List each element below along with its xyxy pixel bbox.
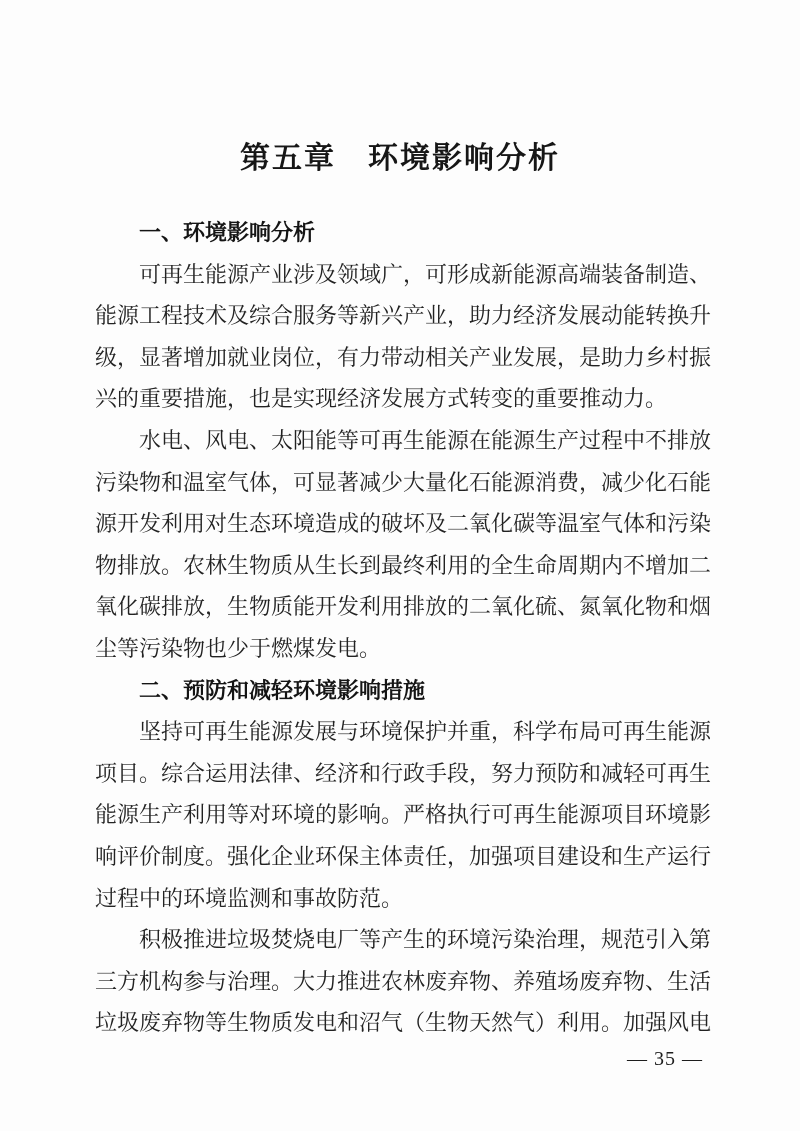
- page-number: — 35 —: [627, 1048, 703, 1070]
- paragraph: 坚持可再生能源发展与环境保护并重，科学布局可再生能源项目。综合运用法律、经济和行政手段，努力预防和减轻可再生能源生产利用等对环境的影响。严格执行可再生能源项目环境影响评价制度。强化企业环保主体责任，加强项目建设和生产运行过程中的环境监测和事故防范。: [95, 719, 712, 911]
- chapter-title: 第五章 环境影响分析: [240, 142, 560, 175]
- section-heading-2: 二、预防和减轻环境影响措施: [139, 677, 426, 703]
- document-body: [95, 212, 711, 1044]
- paragraph: 可再生能源产业涉及领域广，可形成新能源高端装备制造、能源工程技术及综合服务等新兴产业，助力经济发展动能转换升级，显著增加就业岗位，有力带动相关产业发展，是助力乡村振兴的重要措施，也是实现经济发展方式转变的重要推动力。: [95, 261, 712, 412]
- paragraph: 积极推进垃圾焚烧电厂等产生的环境污染治理，规范引入第三方机构参与治理。大力推进农林废弃物、养殖场废弃物、生活垃圾废弃物等生物质发电和沼气（生物天然气）利用。加强风电: [95, 927, 712, 1036]
- section-heading-1: 一、环境影响分析: [139, 220, 316, 245]
- paragraph: 水电、风电、太阳能等可再生能源在能源生产过程中不排放污染物和温室气体，可显著减少大量化石能源消费，减少化石能源开发利用对生态环境造成的破坏及二氧化碳等温室气体和污染物排放。农林生物质从生长到最终利用的全生命周期内不增加二氧化碳排放，生物质能开发利用排放的二氧化硫、氮氧化物和烟尘等污染物也少于燃煤发电。: [95, 427, 712, 661]
